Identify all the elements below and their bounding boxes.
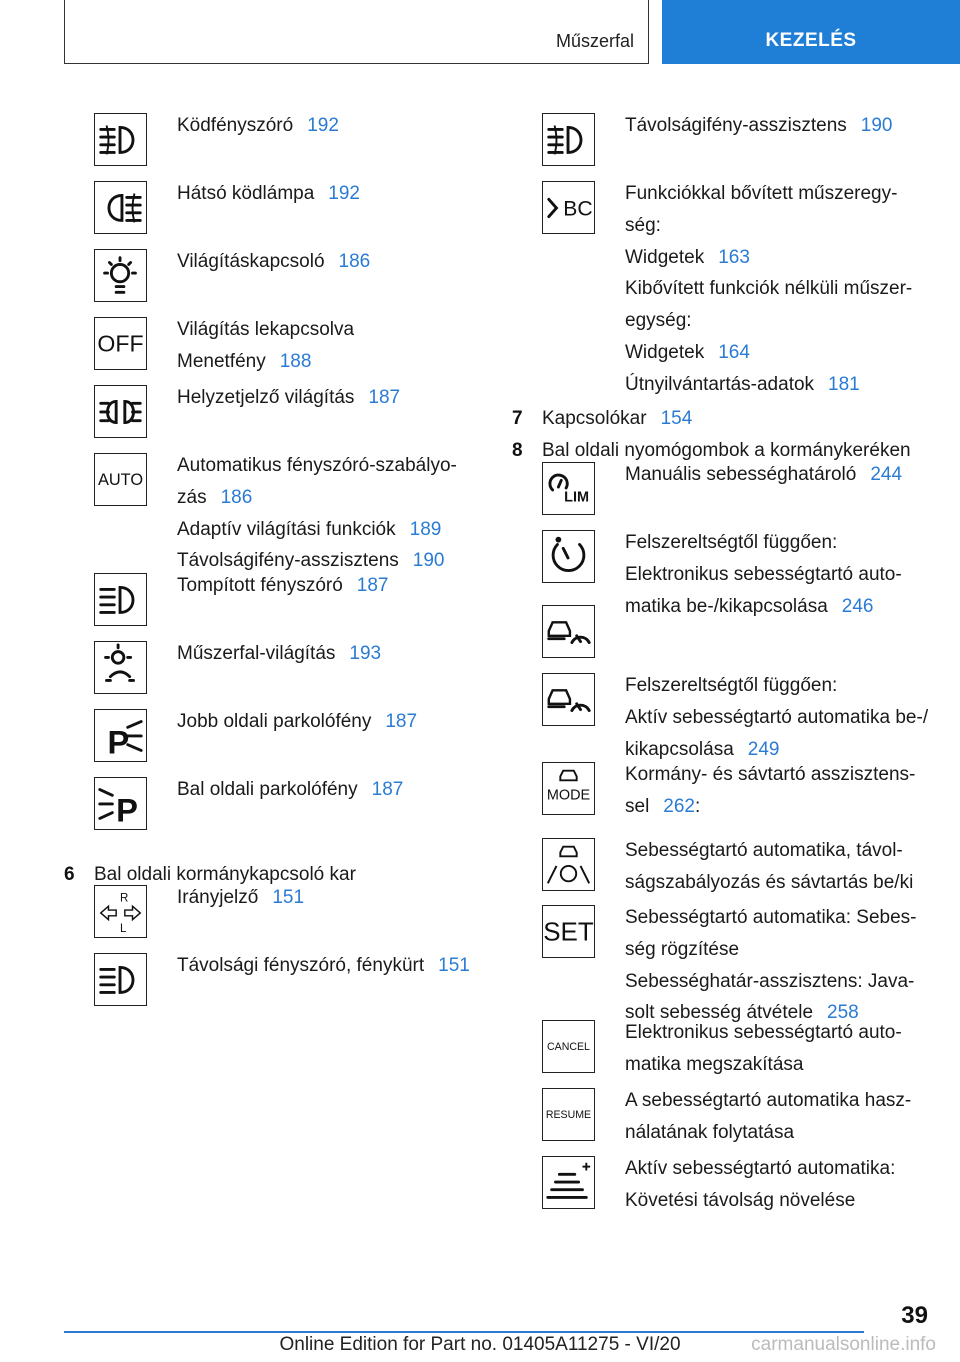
entry-text: A sebességtartó automatika hasz- [625,1090,912,1111]
rear-fog-light-icon [94,181,147,234]
entry-text-line [625,796,700,818]
entry-text-line [625,596,873,618]
svg-text:OFF: OFF [97,330,144,357]
entry-text: Sebességhatár-asszisztens: Java- [625,970,915,992]
resume-icon [542,1088,595,1141]
page-link[interactable]: 164 [718,342,750,363]
entry-text: Sebességtartó automatika: Sebes- [625,907,917,928]
entry-text-line [625,1022,902,1044]
entry-text-line [177,643,381,665]
entry-text-line [177,455,457,477]
entry-text-line [625,707,928,729]
speed-limiter-icon [542,462,595,515]
footer-rule [64,1331,864,1333]
entry-text: kikapcsolása [625,738,734,760]
entry-text-line [625,183,897,205]
page-link[interactable]: 190 [860,115,893,136]
lane-assist-icon [542,838,595,891]
section-number: 8 [512,440,523,461]
entry-text: Hátsó ködlámpa [177,183,315,204]
entry-text: Adaptív világítási funkciók [177,518,396,540]
entry-text-line [625,1190,855,1212]
page-link[interactable]: 258 [827,1002,859,1024]
entry-text-line [177,183,360,205]
entry-text: Aktív sebességtartó automatika: [625,1158,896,1179]
entry-text: Világításkapcsoló [177,251,325,272]
entry-text: Műszerfal-világítás [177,643,336,664]
set-icon [542,905,595,958]
active-cruise-icon [542,605,595,658]
page-link[interactable]: 187 [385,711,418,732]
page-link[interactable]: 193 [349,643,382,664]
svg-text:AUTO: AUTO [97,470,144,489]
section-title-text: Bal oldali kormánykapcsoló kar [94,864,356,885]
page-link[interactable]: 189 [409,518,442,540]
page-link[interactable]: 192 [307,115,339,136]
high-beam-assist-icon [542,113,595,166]
entry-text-line [625,764,915,786]
front-fog-light-icon [94,113,147,166]
entry-text: Felszereltségtől függően: [625,532,838,553]
entry-text-line [177,575,389,597]
section-number: 6 [64,864,75,885]
watermark: carmanualsonline.info [751,1334,936,1355]
entry-text: Felszereltségtől függően: [625,675,838,696]
entry-text: Útnyilvántartás-adatok [625,373,815,395]
cruise-control-icon [542,530,595,583]
entry-text: sel [625,795,650,817]
section-title-text: Kapcsolókar [542,408,647,429]
left-parking-light-icon [94,777,147,830]
page-link[interactable]: 187 [356,575,389,596]
page-link[interactable]: 262 [663,795,695,817]
entry-text-line [625,1122,794,1144]
entry-text-line [625,374,860,396]
entry-text-line [625,1054,803,1076]
entry-text-line [625,971,914,993]
mode-icon [542,762,595,815]
entry-text-line [625,532,837,554]
entry-suffix: : [695,795,701,817]
section-title [542,408,692,430]
entry-text-line [625,247,750,269]
entry-text-line [625,907,917,929]
entry-text: Elektronikus sebességtartó auto- [625,1022,902,1043]
right-parking-light-icon [94,709,147,762]
entry-text: Kormány- és sávtartó asszisztens- [625,764,916,785]
entry-text: solt sebesség átvétele [625,1002,814,1024]
entry-text: matika be-/kikapcsolása [625,595,828,617]
section-title [94,864,356,886]
low-beam-icon [94,573,147,626]
entry-text: Bal oldali parkolófény [177,779,358,800]
svg-text:L: L [120,923,127,936]
entry-text-line [177,487,252,509]
entry-text: Tompított fényszóró [177,575,343,596]
page-link[interactable]: 186 [220,486,253,508]
page-link[interactable]: 187 [371,779,404,800]
svg-text:RESUME: RESUME [545,1108,592,1121]
entry-text: matika megszakítása [625,1053,804,1075]
entry-text-line [177,711,417,733]
entry-text-line [625,215,661,237]
entry-text: zás [177,486,207,508]
page-link[interactable]: 154 [660,408,693,429]
page-link[interactable]: 186 [338,251,371,272]
entry-text-line [625,564,902,586]
entry-text: ség: [625,214,661,236]
entry-text: Widgetek [625,246,705,268]
entry-text-line [625,342,750,364]
svg-text:SET: SET [543,916,594,947]
entry-text-line [177,887,304,909]
entry-text: Távolságifény-asszisztens [177,550,399,572]
page-link[interactable]: 187 [368,387,401,408]
entry-text: Irányjelző [177,887,259,908]
entry-text-line [625,464,902,486]
entry-text: Kibővített funkciók nélküli műszer- [625,278,913,300]
entry-text: Távolsági fényszóró, fénykürt [177,955,425,976]
page-link[interactable]: 163 [718,246,750,268]
page-link[interactable]: 151 [438,955,470,976]
entry-text: Sebességtartó automatika, távol- [625,840,903,861]
footer-edition: Online Edition for Part no. 01405A11275 - VI/20 [279,1334,681,1355]
entry-text-line [625,939,739,961]
entry-text: Manuális sebességhatároló [625,464,857,485]
entry-text: Funkciókkal bővített műszeregy- [625,183,898,204]
page-link[interactable]: 246 [841,595,874,617]
entry-text-line [177,115,339,137]
entry-text-line [177,319,354,341]
entry-text: Helyzetjelző világítás [177,387,355,408]
section-title [542,440,911,462]
entry-text: Követési távolság növelése [625,1189,856,1211]
cancel-icon [542,1020,595,1073]
high-beam-icon [94,953,147,1006]
svg-text:CANCEL: CANCEL [547,1040,590,1053]
page-link[interactable]: 190 [412,550,445,572]
entry-text-line [625,115,892,137]
entry-text-line [625,739,779,761]
entry-text-line [625,840,903,862]
entry-text-line [625,1158,895,1180]
header-title-box [64,0,649,64]
light-switch-icon [94,249,147,302]
parking-light-icon [94,385,147,438]
entry-text-line [177,955,470,977]
page-link[interactable]: 181 [828,373,860,395]
distance-increase-icon [542,1156,595,1209]
entry-text: Távolságifény-asszisztens [625,115,847,136]
entry-text-line [177,550,444,572]
active-cruise-icon [542,673,595,726]
svg-text:LIM: LIM [564,489,590,506]
entry-text-line [177,387,400,409]
entry-text: nálatának folytatása [625,1121,795,1143]
svg-text:P: P [107,723,130,761]
entry-text: Aktív sebességtartó automatika be-/ [625,706,929,728]
page-link[interactable]: 151 [272,887,305,908]
entry-text: egység: [625,310,692,332]
entry-text: Elektronikus sebességtartó auto- [625,563,902,585]
turn-signal-icon [94,885,147,938]
svg-text:R: R [120,892,129,905]
section-title-text: Bal oldali nyomógombok a kormánykeréken [542,440,911,461]
entry-text-line [625,872,913,894]
instrument-lighting-icon [94,641,147,694]
header-section: KEZELÉS [765,30,857,51]
entry-text-line [625,278,912,300]
entry-text: Jobb oldali parkolófény [177,711,372,732]
entry-text-line [625,675,837,697]
entry-text-line [177,251,370,273]
entry-text: ságszabályozás és sávtartás be/ki [625,871,914,893]
page-link[interactable]: 192 [328,183,360,204]
svg-text:MODE: MODE [546,787,591,804]
entry-text: Automatikus fényszóró-szabályo- [177,455,457,476]
entry-text-line [177,351,311,373]
entry-text-line [625,310,692,332]
page-link[interactable]: 188 [279,350,312,372]
entry-text: Világítás lekapcsolva [177,319,355,340]
svg-text:BC: BC [563,197,593,221]
entry-text: Menetfény [177,350,266,372]
bc-icon [542,181,595,234]
entry-text-line [177,519,441,541]
entry-text-line [177,779,403,801]
auto-light-icon [94,453,147,506]
entry-text: ség rögzítése [625,938,740,960]
page-number: 39 [901,1302,928,1329]
header-section-box [662,0,960,64]
entry-text: Ködfényszóró [177,115,294,136]
page-link[interactable]: 244 [870,464,903,485]
page-link[interactable]: 249 [747,738,780,760]
off-icon [94,317,147,370]
header-title: Műszerfal [555,31,634,51]
section-number: 7 [512,408,523,429]
svg-text:P: P [116,791,138,829]
entry-text-line [625,1090,911,1112]
entry-text: Widgetek [625,342,705,363]
